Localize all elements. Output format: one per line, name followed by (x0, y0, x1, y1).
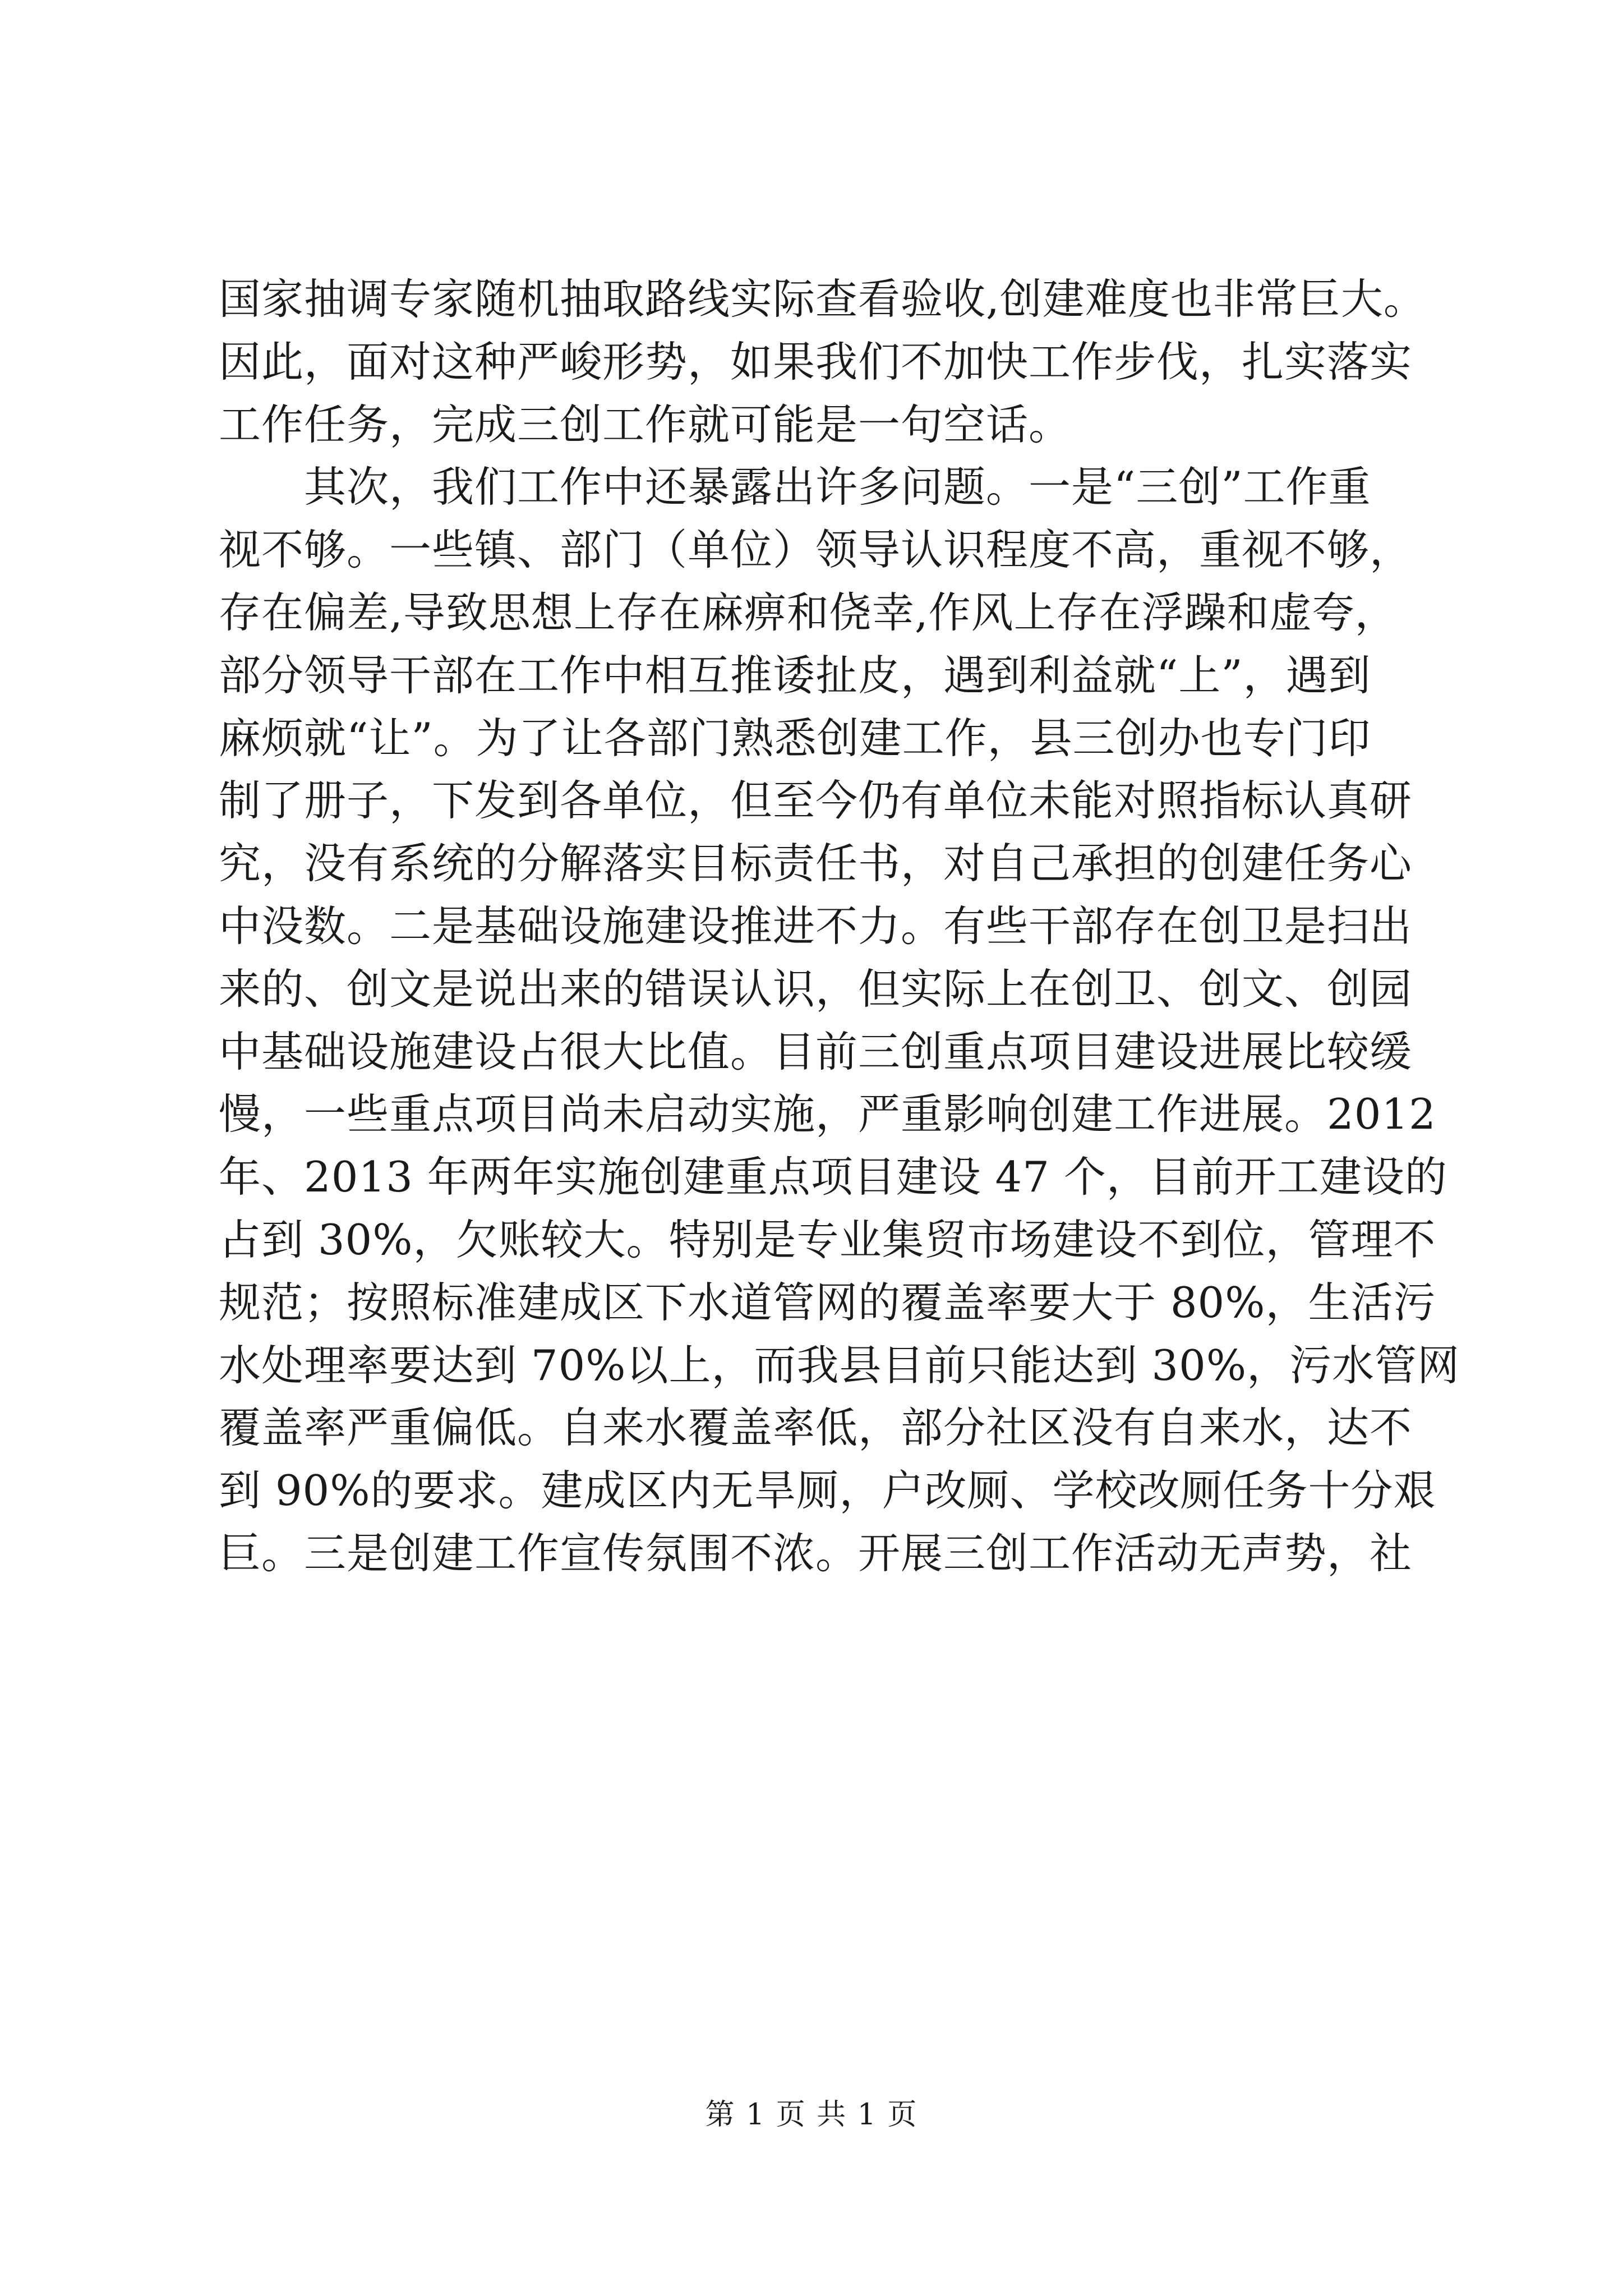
text-line: 到 90%的要求。建成区内无旱厕，户改厕、学校改厕任务十分艰 (219, 1466, 1436, 1516)
text-line: 制了册子，下发到各单位，但至今仍有单位未能对照指标认真研 (219, 776, 1413, 826)
text-line: 年、2013 年两年实施创建重点项目建设 47 个，目前开工建设的 (219, 1152, 1447, 1202)
paragraph-first-line: 其次，我们工作中还暴露出许多问题。一是“三创”工作重 (304, 462, 1371, 512)
text-line: 慢，一些重点项目尚未启动实施，严重影响创建工作进展。2012 (219, 1089, 1436, 1139)
body-text (219, 268, 1460, 1585)
text-line: 中没数。二是基础设施建设推进不力。有些干部存在创卫是扫出 (219, 901, 1413, 951)
text-line: 来的、创文是说出来的错误认识，但实际上在创卫、创文、创园 (219, 964, 1413, 1014)
text-line: 水处理率要达到 70%以上，而我县目前只能达到 30%，污水管网 (219, 1340, 1460, 1390)
text-line: 部分领导干部在工作中相互推诿扯皮，遇到利益就“上”，遇到 (219, 650, 1371, 700)
text-line: 巨。三是创建工作宣传氛围不浓。开展三创工作活动无声势，社 (219, 1528, 1413, 1578)
text-line: 视不够。一些镇、部门（单位）领导认识程度不高，重视不够， (219, 525, 1413, 575)
text-line: 工作任务，完成三创工作就可能是一句空话。 (219, 399, 1072, 449)
text-line: 麻烦就“让”。为了让各部门熟悉创建工作，县三创办也专门印 (219, 713, 1371, 763)
text-line: 存在偏差,导致思想上存在麻痹和侥幸,作风上存在浮躁和虚夸， (219, 587, 1398, 637)
text-line: 因此，面对这种严峻形势，如果我们不加快工作步伐，扎实落实 (219, 337, 1413, 386)
text-line: 覆盖率严重偏低。自来水覆盖率低，部分社区没有自来水，达不 (219, 1403, 1413, 1453)
text-line: 究，没有系统的分解落实目标责任书，对自己承担的创建任务心 (219, 839, 1413, 889)
text-line: 规范；按照标准建成区下水道管网的覆盖率要大于 80%，生活污 (219, 1277, 1436, 1327)
text-line: 占到 30%，欠账较大。特别是专业集贸市场建设不到位，管理不 (219, 1214, 1436, 1264)
text-line: 中基础设施建设占很大比值。目前三创重点项目建设进展比较缓 (219, 1027, 1413, 1076)
text-line: 国家抽调专家随机抽取路线实际查看验收,创建难度也非常巨大。 (219, 274, 1426, 324)
page-footer: 第 1 页 共 1 页 (705, 2098, 918, 2132)
